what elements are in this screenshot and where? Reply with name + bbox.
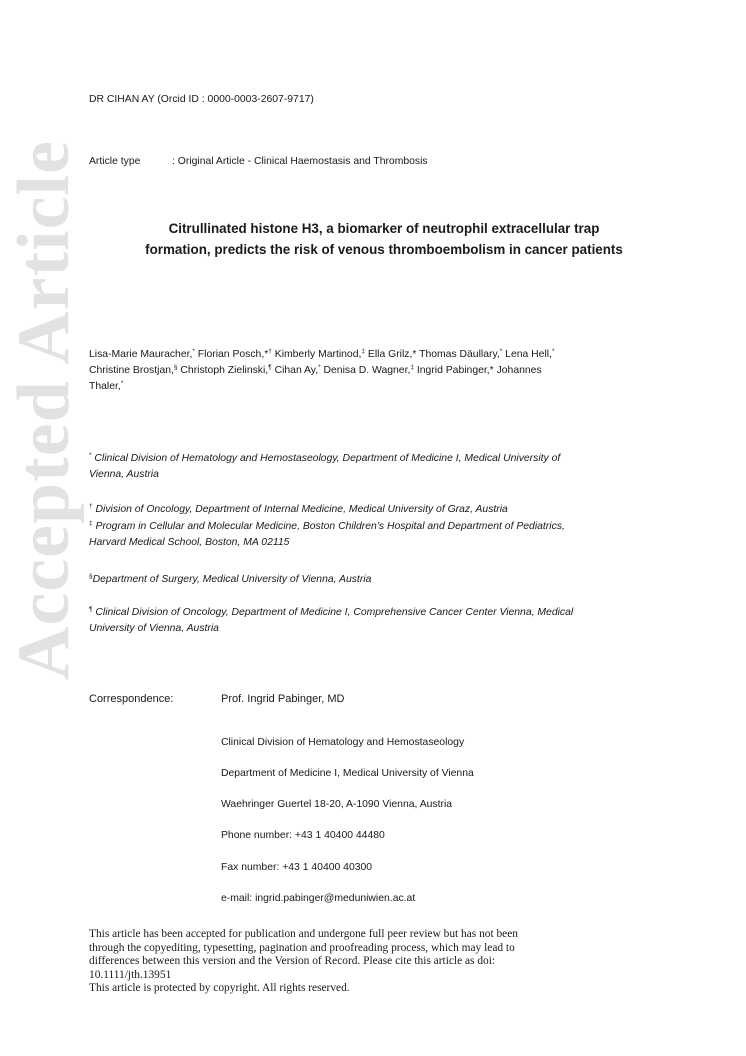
author-line-2 [89,363,689,379]
correspondence-label: Correspondence: [89,693,174,705]
affiliation-mark: † [268,348,272,355]
author-name: Kimberly Martinod, [271,349,362,360]
article-title-line-1: Citrullinated histone H3, a biomarker of neutrophil extracellular trap [168,221,600,236]
affiliation-mark: ‡ [410,364,414,371]
author-name: Christoph Zielinski, [177,365,269,376]
notice-line: through the copyediting, typesetting, pagination and proofreading process, which may lead to [89,941,515,954]
author-list [89,347,689,395]
affiliation-text: Vienna, Austria [89,469,159,480]
correspondence-street: Waehringer Guertel 18-20, A-1090 Vienna, Austria [221,799,453,810]
affiliation-mark: † [89,503,93,510]
acceptance-notice [89,928,689,996]
author-name: Lena Hell, [502,349,552,360]
affiliation-text: Division of Oncology, Department of Internal Medicine, Medical University of Graz, Austria [92,504,508,515]
notice-line: differences between this version and the Version of Record. Please cite this article as doi: [89,955,496,968]
article-type-line [89,156,428,167]
correspondence-phone: Phone number: +43 1 40400 44480 [221,830,385,841]
notice-line: This article has been accepted for publication and undergone full peer review but has not been [89,928,518,940]
correspondence-division: Clinical Division of Hematology and Hemostaseology [221,737,465,748]
copyright-line: This article is protected by copyright. All rights reserved. [89,982,350,995]
article-type-value: : Original Article - Clinical Haemostasis and Thrombosis [172,156,428,167]
affiliation-oncology-vienna [89,605,689,637]
affiliation-mark: § [173,364,178,371]
accepted-article-watermark: Accepted Article [3,140,85,680]
affiliation-mark: ¶ [89,606,93,613]
doi-line: 10.1111/jth.13951 [89,968,172,981]
affiliation-mark: ¶ [268,364,272,371]
affiliation-mark: * [89,452,92,459]
affiliation-mark: * [318,364,321,371]
affiliation-hematology [89,451,689,483]
article-title-line-2: formation, predicts the risk of venous thromboembolism in cancer patients [145,242,623,257]
affiliation-text: Program in Cellular and Molecular Medicine, Boston Children’s Hospital and Department of Pediatrics, [92,521,565,532]
correspondence-line [89,693,345,705]
author-name: Ella Grilz,* Thomas Däullary, [365,349,500,360]
affiliation-mark: * [499,348,503,355]
affiliation-text: Harvard Medical School, Boston, MA 02115 [89,537,290,548]
affiliation-text: Clinical Division of Hematology and Hemostaseology, Department of Medicine I, Medical University of [91,453,561,464]
correspondence-department: Department of Medicine I, Medical University of Vienna [221,768,474,779]
affiliation-oncology-graz [89,502,689,518]
correspondence-email: e-mail: ingrid.pabinger@meduniwien.ac.at [221,893,416,904]
article-type-label: Article type [89,156,141,167]
affiliation-text: University of Vienna, Austria [89,623,219,634]
author-name: Thaler, [89,381,121,392]
affiliation-mark: * [192,348,195,355]
affiliation-mark: § [89,573,93,580]
author-name: Lisa-Marie Mauracher, [89,349,193,360]
affiliation-text: Department of Surgery, Medical University of Vienna, Austria [92,574,372,585]
affiliation-surgery [89,572,689,588]
affiliation-boston [89,519,689,551]
affiliation-text: Clinical Division of Oncology, Department of Medicine I, Comprehensive Cancer Center Vienna, Medical [92,607,574,618]
author-name: Florian Posch,* [194,349,269,360]
corresponding-author-orcid-line: DR CIHAN AY (Orcid ID : 0000-0003-2607-9717) [89,94,314,105]
article-title [89,218,679,260]
author-name: Cihan Ay, [271,365,319,376]
affiliation-mark: ‡ [361,348,366,355]
correspondence-name: Prof. Ingrid Pabinger, MD [221,693,345,705]
affiliation-mark: * [120,380,124,387]
author-name: Denisa D. Wagner, [320,365,411,376]
author-name: Christine Brostjan, [89,365,174,376]
author-line-1 [89,347,689,363]
author-line-3 [89,379,689,395]
affiliation-mark: ‡ [89,520,93,527]
affiliation-mark: * [551,348,555,355]
correspondence-fax: Fax number: +43 1 40400 40300 [221,862,373,873]
author-name: Ingrid Pabinger,* Johannes [413,365,542,376]
